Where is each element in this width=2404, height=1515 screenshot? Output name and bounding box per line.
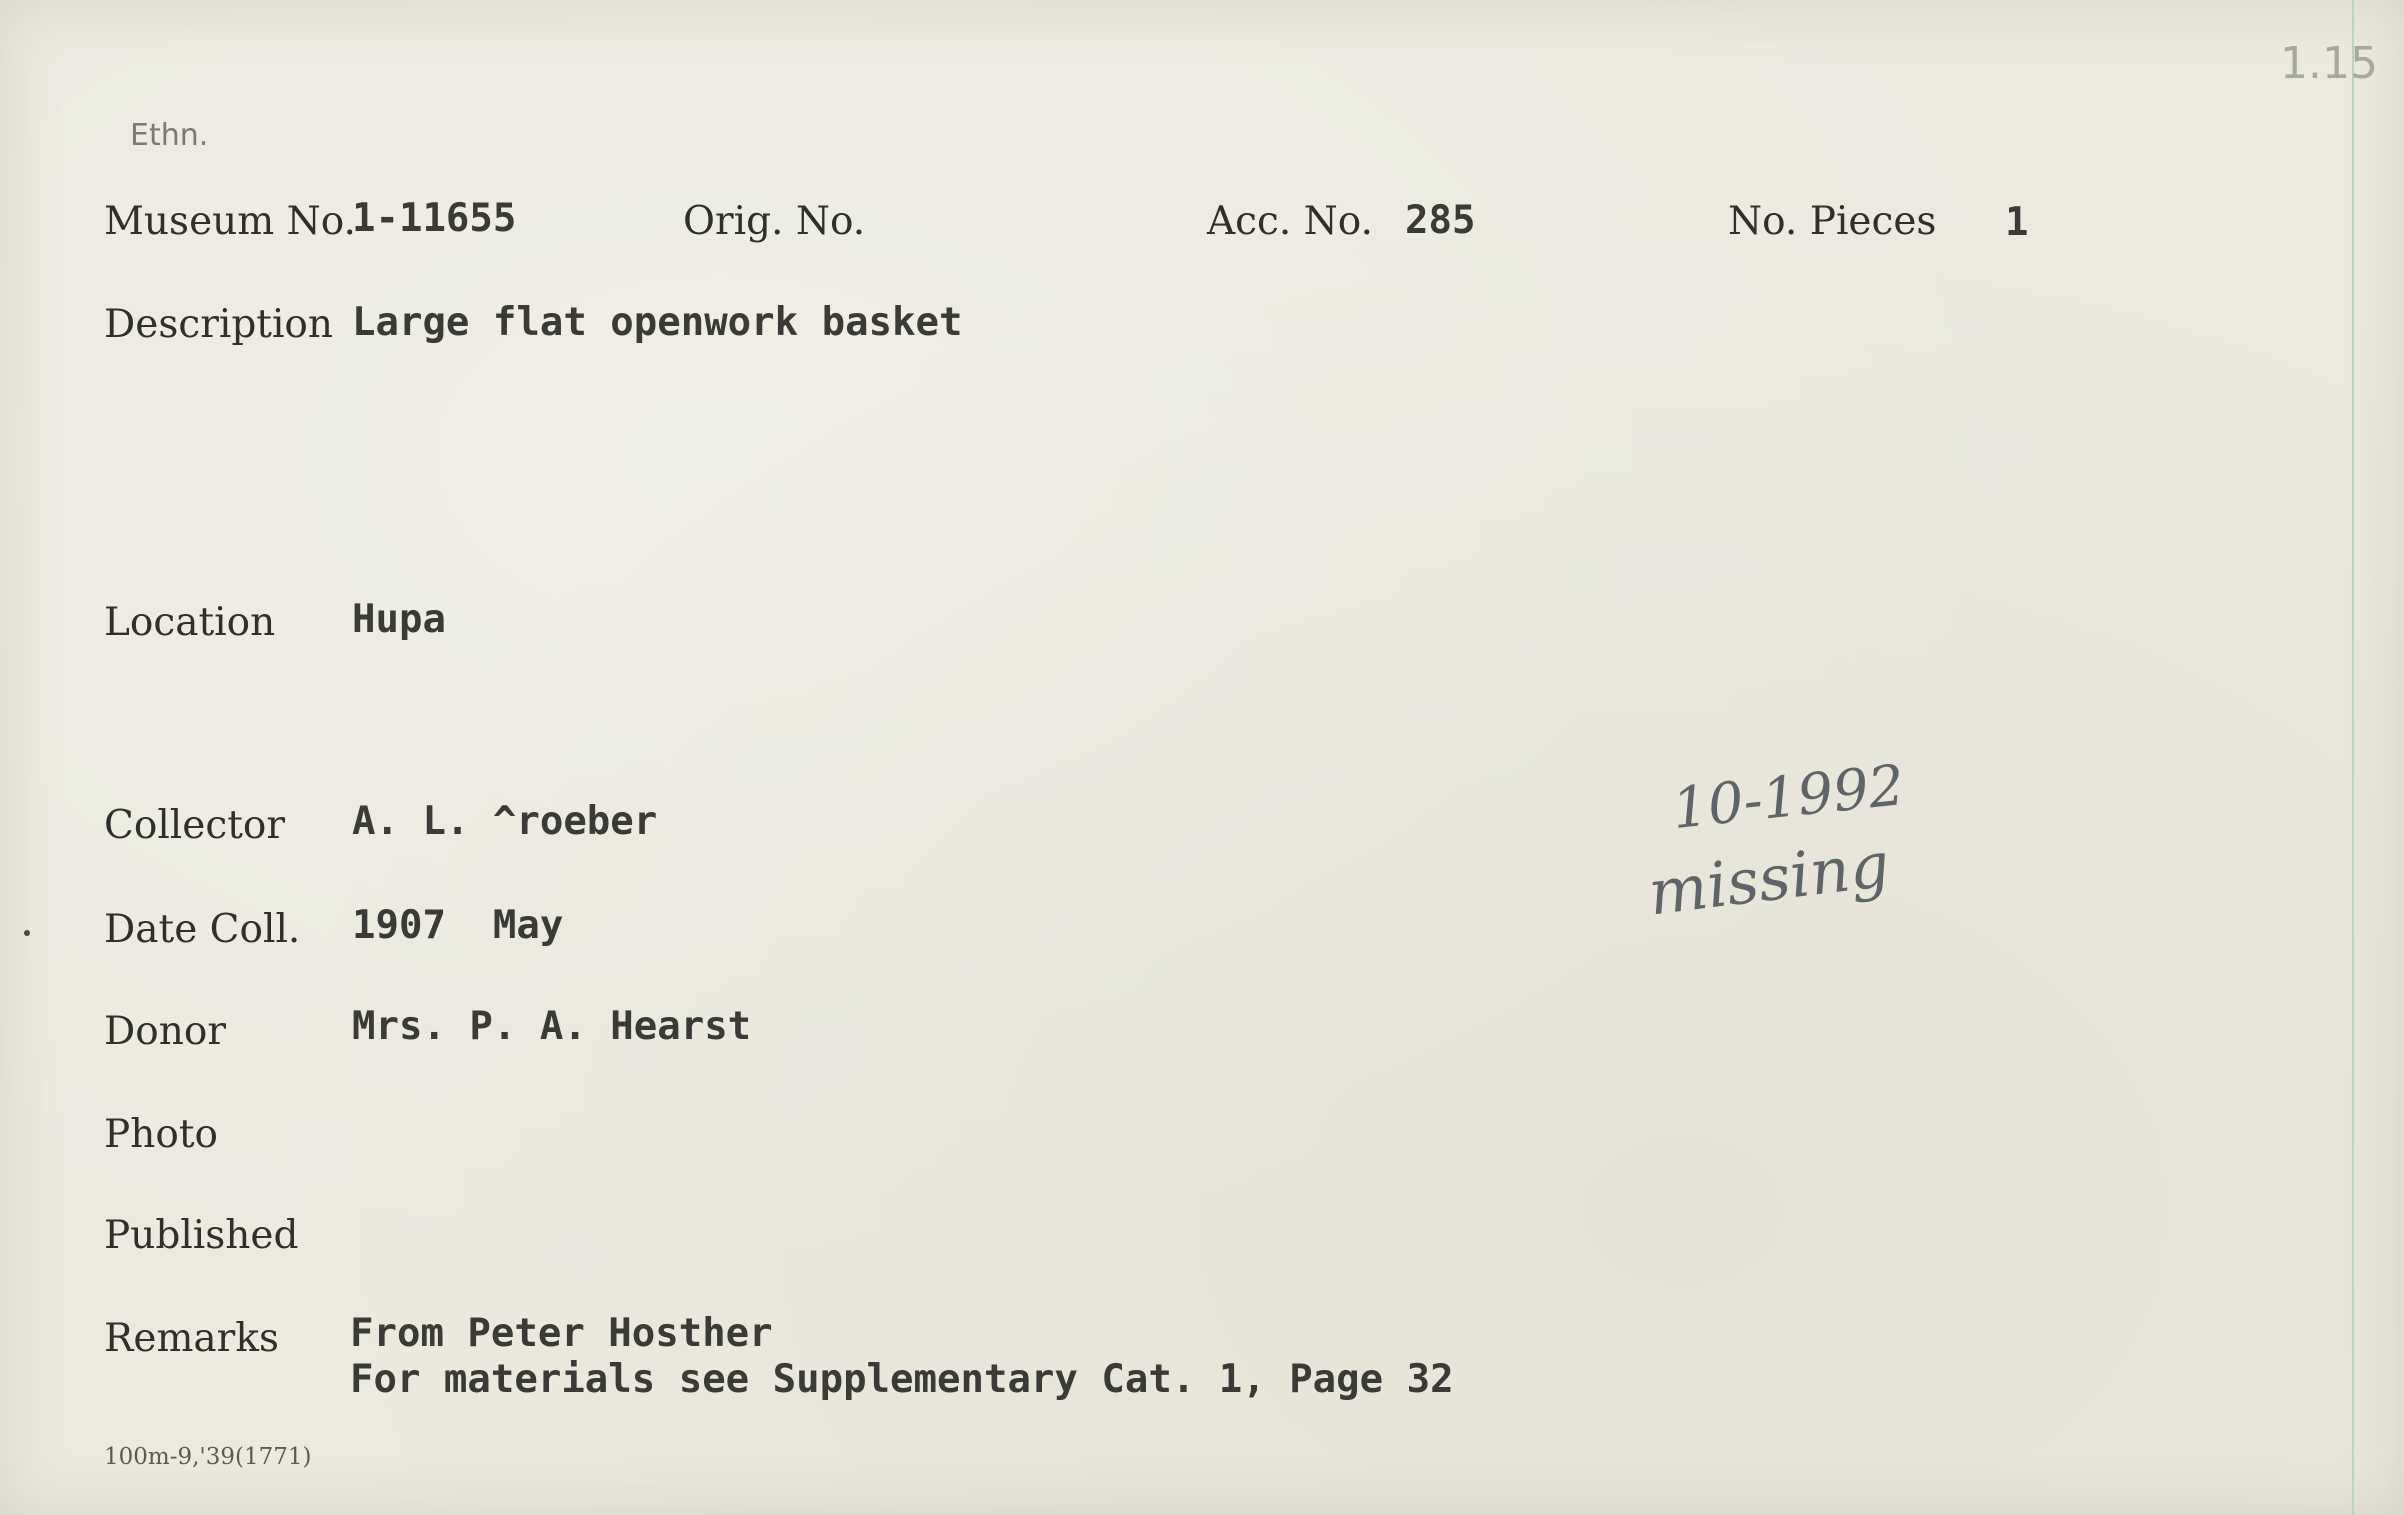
print-code: 100m-9,'39(1771) [104,1444,312,1470]
corner-mark: 1.15 [2280,38,2378,89]
donor-value: Mrs. P. A. Hearst [352,1004,752,1049]
remarks-label: Remarks [104,1316,279,1361]
ethn-label: Ethn. [130,118,209,153]
museum-no-value: 1-11655 [352,196,517,241]
remarks-line-2: For materials see Supplementary Cat. 1, Page 32 [350,1357,1454,1402]
handwritten-missing: missing [1644,827,1894,930]
location-value: Hupa [352,597,446,642]
no-pieces-label: No. Pieces [1728,199,1937,244]
date-coll-label: Date Coll. [104,907,301,952]
card-right-rule [2352,0,2354,1515]
date-coll-value: 1907 May [352,903,564,948]
description-label: Description [104,302,334,347]
photo-label: Photo [104,1112,218,1157]
donor-label: Donor [104,1009,226,1054]
description-value: Large flat openwork basket [352,300,963,345]
orig-no-label: Orig. No. [683,199,866,244]
handwritten-date: 10-1992 [1669,753,1908,842]
acc-no-value: 285 [1405,198,1476,243]
published-label: Published [104,1213,299,1258]
collector-label: Collector [104,803,285,848]
museum-no-label: Museum No. [104,199,356,244]
no-pieces-value: 1 [2005,200,2029,245]
ink-speck [24,930,30,936]
remarks-line-1: From Peter Hosther [350,1311,773,1356]
location-label: Location [104,600,276,645]
acc-no-label: Acc. No. [1207,199,1373,244]
collector-value: A. L. ^roeber [352,799,658,844]
